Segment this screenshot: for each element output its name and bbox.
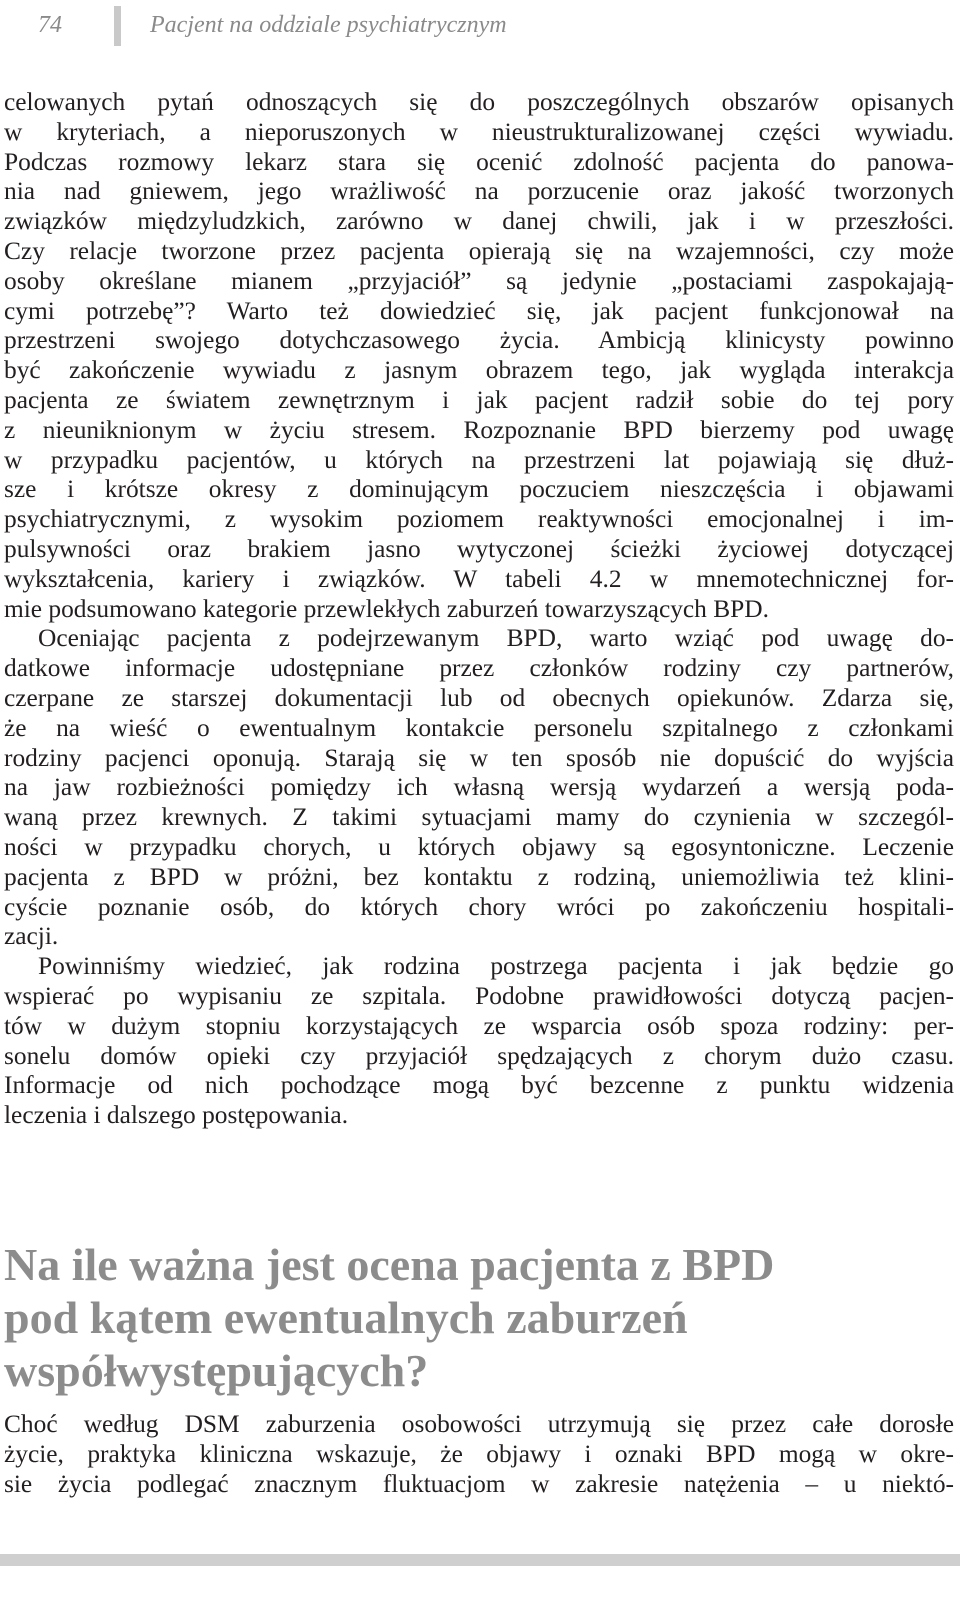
text-line: Choć według DSM zaburzenia osobowości utrzymują się przez całe dorosłe [4,1410,954,1438]
text-line: waną przez krewnych. Z takimi sytuacjami mamy do czynienia w szczegól- [4,803,954,832]
text-line: że na wieść o ewentualnym kontakcie personelu szpitalnego z członkami [4,713,954,742]
footer-rule [0,1554,960,1566]
paragraph [4,1410,954,1499]
text-line: zacji. [4,922,59,951]
text-line: celowanych pytań odnoszących się do poszczególnych obszarów opisanych [4,88,954,116]
text-line: sze i krótsze okresy z dominującym poczuciem nieszczęścia i objawami [4,475,954,504]
text-line: pacjenta ze światem zewnętrznym i jak pacjent radził sobie do tej pory [4,385,954,414]
text-line: tów w dużym stopniu korzystających ze wsparcia osób spoza rodziny: per- [4,1011,954,1040]
text-line: mie podsumowano kategorie przewlekłych zaburzeń towarzyszących BPD. [4,594,769,623]
text-line: w kryteriach, a nieporuszonych w nieustrukturalizowanej części wywiadu. [4,117,954,146]
running-title: Pacjent na oddziale psychiatrycznym [150,12,507,38]
section-heading [4,1238,954,1397]
body-text-continued [4,1410,954,1499]
text-line: Oceniając pacjenta z podejrzewanym BPD, warto wziąć pod uwagę do- [38,624,954,653]
text-line: nia nad gniewem, jego wrażliwość na porzucenie oraz jakość tworzonych [4,177,954,206]
paragraph [4,952,954,1131]
text-line: z nieuniknionym w życiu stresem. Rozpoznanie BPD bierzemy pod uwagę [4,415,954,444]
text-line: wykształcenia, kariery i związków. W tabeli 4.2 w mnemotechnicznej for- [4,564,954,593]
text-line: być zakończenie wywiadu z jasnym obrazem tego, jak wygląda interakcja [4,356,954,385]
heading-line: Na ile ważna jest ocena pacjenta z BPD [4,1239,775,1290]
text-line: w przypadku pacjentów, u których na przestrzeni lat pojawiają się dłuż- [4,445,954,474]
heading-line: współwystępujących? [4,1345,429,1396]
running-head [0,0,960,46]
text-line: Czy relacje tworzone przez pacjenta opierają się na wzajemności, czy może [4,236,954,265]
text-line: Podczas rozmowy lekarz stara się ocenić zdolność pacjenta do panowa- [4,147,954,176]
text-line: Powinniśmy wiedzieć, jak rodzina postrzega pacjenta i jak będzie go [38,952,954,981]
text-line: życie, praktyka kliniczna wskazuje, że objawy i oznaki BPD mogą w okre- [4,1439,954,1468]
text-line: czerpane ze starszej dokumentacji lub od obecnych opiekunów. Zdarza się, [4,683,954,712]
text-line: pacjenta z BPD w próżni, bez kontaktu z rodziną, uniemożliwia też klini- [4,862,954,891]
text-line: datkowe informacje udostępniane przez członków rodziny czy partnerów, [4,654,954,683]
text-line: sonelu domów opieki czy przyjaciół spędzających z chorym dużo czasu. [4,1041,954,1070]
text-line: ności w przypadku chorych, u których objawy są egosyntoniczne. Leczenie [4,832,954,861]
text-line: Informacje od nich pochodzące mogą być bezcenne z punktu widzenia [4,1071,954,1100]
text-line: przestrzeni swojego dotychczasowego życia. Ambicją klinicysty powinno [4,326,954,355]
text-line: rodziny pacjenci oponują. Starają się w ten sposób nie dopuścić do wyjścia [4,743,954,772]
text-line: sie życia podlegać znacznym fluktuacjom w zakresie natężenia – u niektó- [4,1469,954,1498]
body-text [4,88,954,1131]
header-divider [114,6,121,46]
text-line: psychiatrycznymi, z wysokim poziomem reaktywności emocjonalnej i im- [4,505,954,534]
text-line: cymi potrzebę”? Warto też dowiedzieć się, jak pacjent funkcjonował na [4,296,954,325]
text-line: wspierać po wypisaniu ze szpitala. Podobne prawidłowości dotyczą pacjen- [4,981,954,1010]
text-line: leczenia i dalszego postępowania. [4,1101,349,1130]
page-number: 74 [38,12,62,38]
paragraph [4,624,954,952]
text-line: na jaw rozbieżności pomiędzy ich własną wersją wydarzeń a wersją poda- [4,773,954,802]
text-line: cyście poznanie osób, do których chory wróci po zakończeniu hospitali- [4,892,954,921]
paragraph [4,88,954,624]
text-line: pulsywności oraz brakiem jasno wytyczonej ścieżki życiowej dotyczącej [4,534,954,563]
text-line: osoby określane mianem „przyjaciół” są jedynie „postaciami zaspokajają- [4,266,954,295]
heading-line: pod kątem ewentualnych zaburzeń [4,1292,688,1343]
text-line: związków międzyludzkich, zarówno w danej chwili, jak i w przeszłości. [4,207,954,236]
